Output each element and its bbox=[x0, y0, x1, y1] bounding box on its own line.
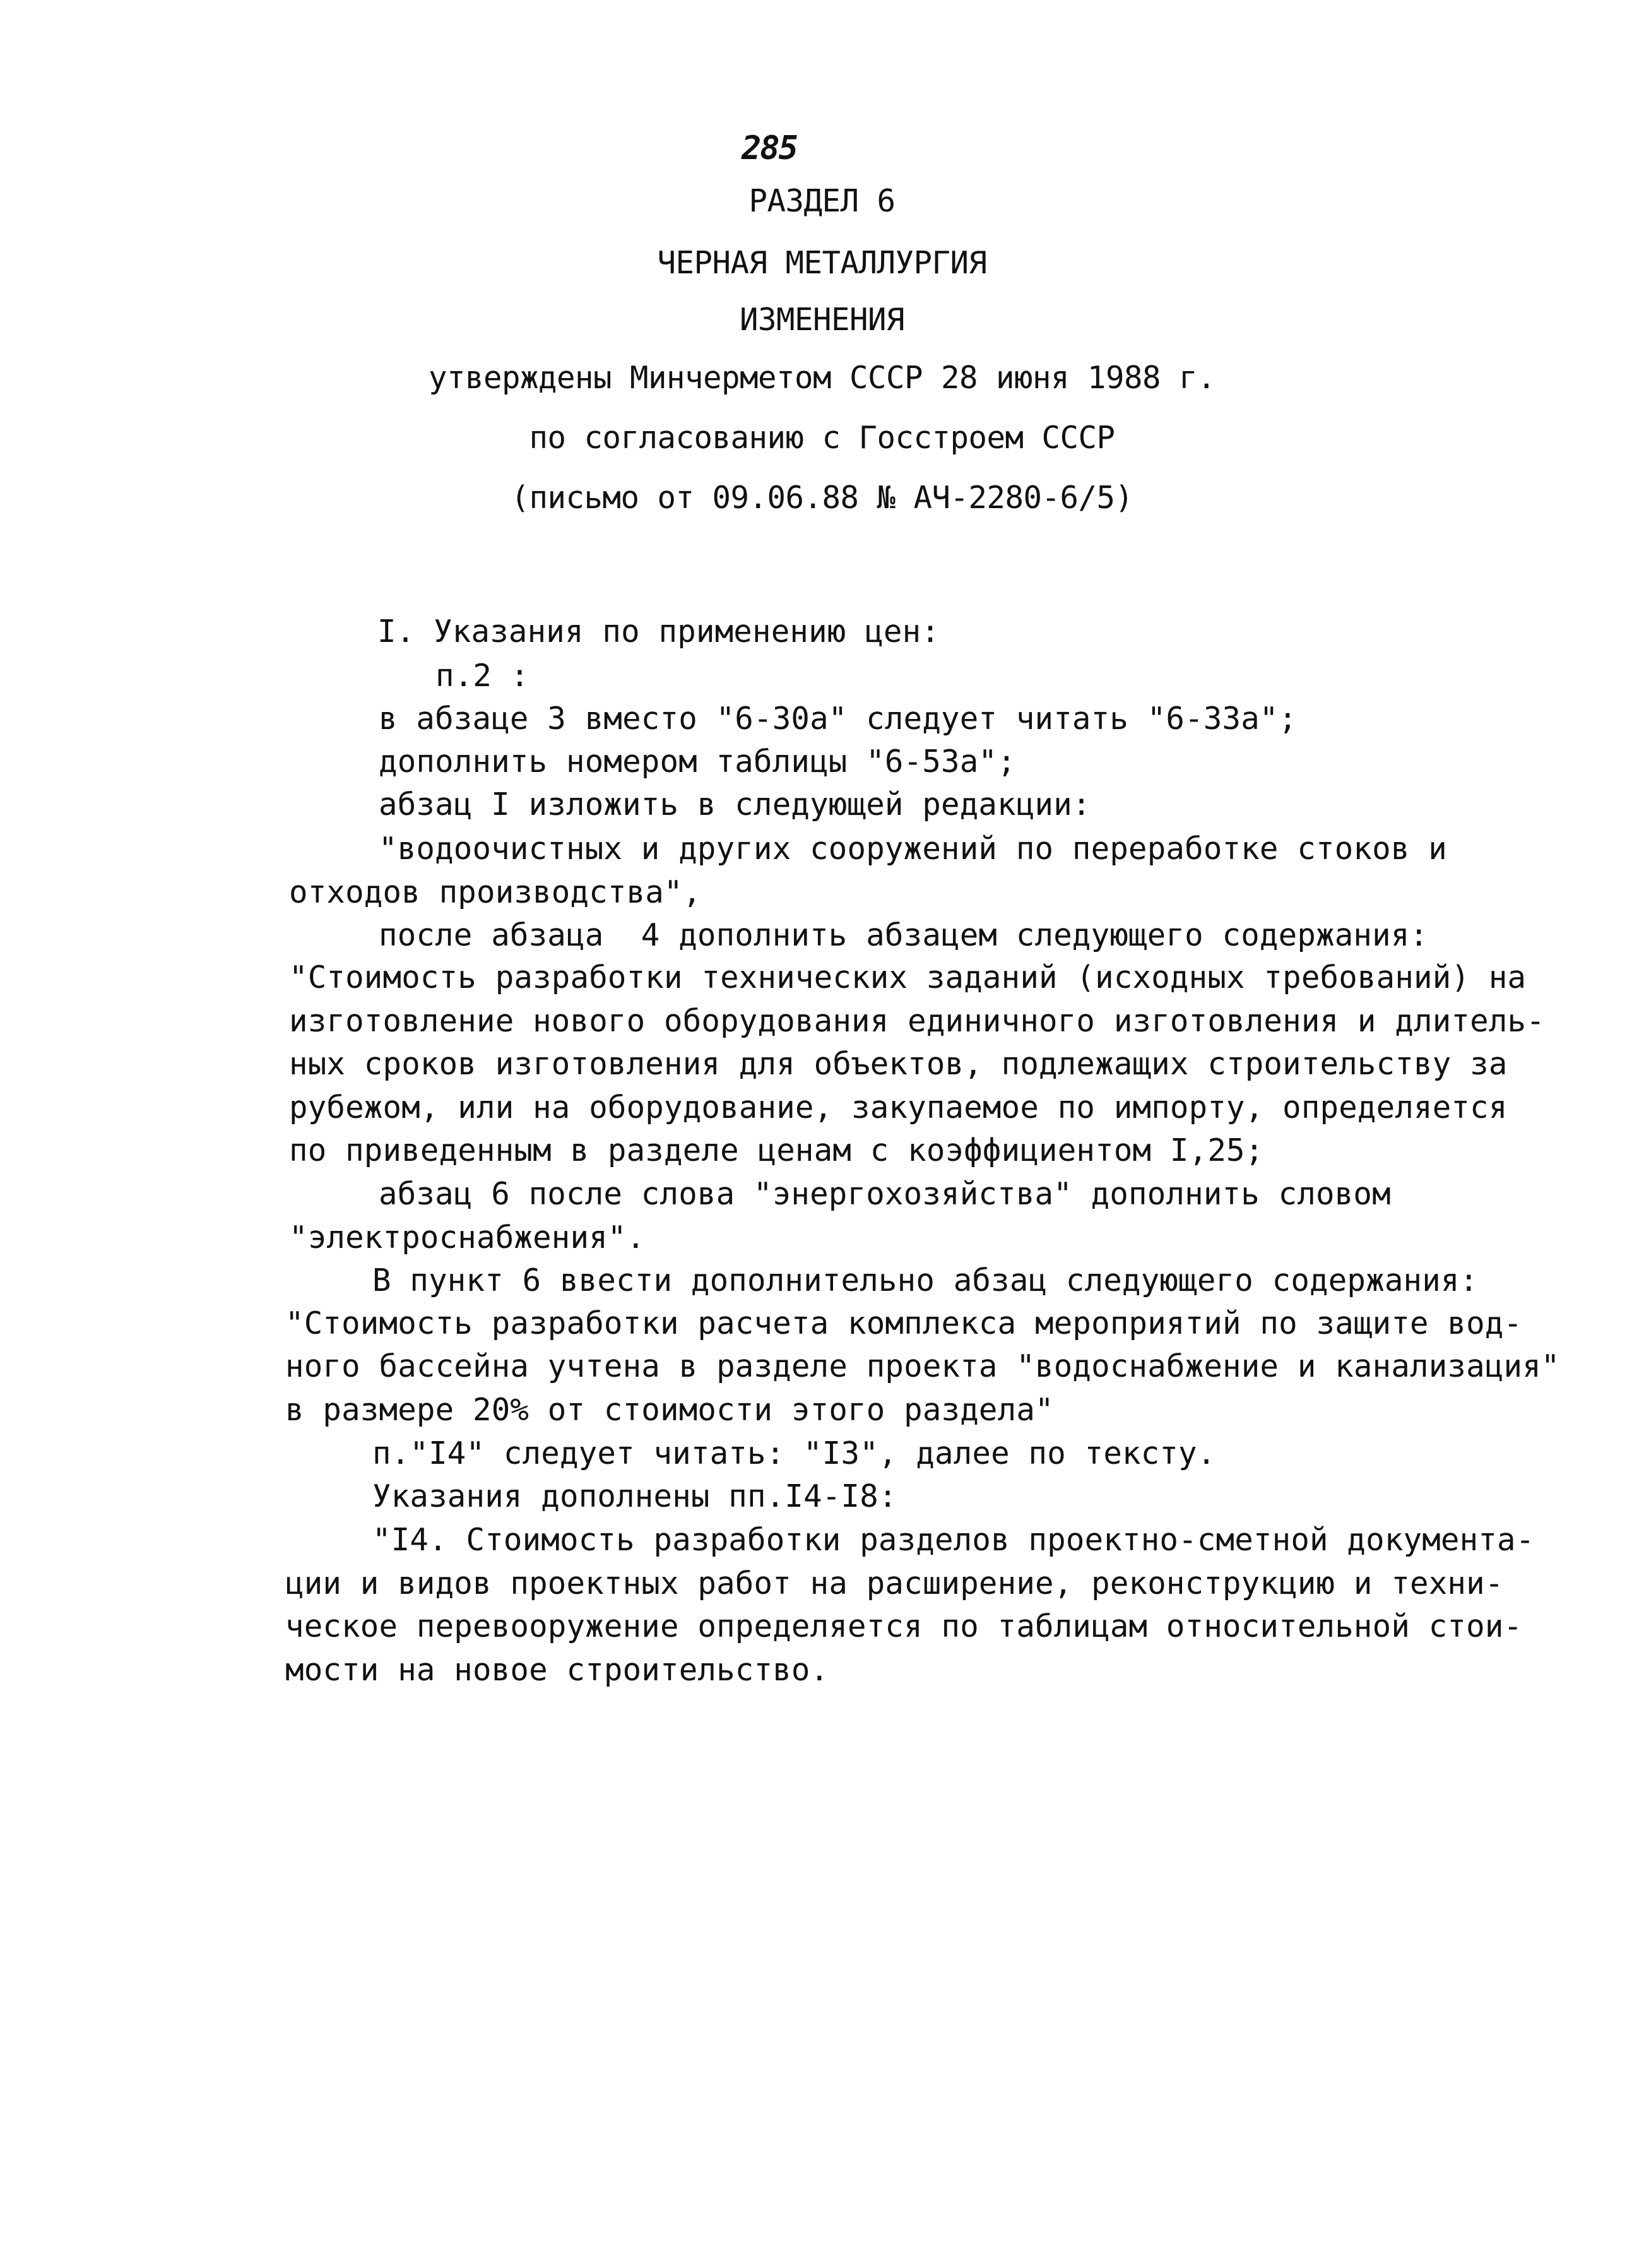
page-number: 285 bbox=[742, 129, 797, 167]
body-line: В пункт 6 ввести дополнительно абзац следующего содержания: bbox=[372, 1262, 1479, 1298]
body-line: абзац I изложить в следующей редакции: bbox=[379, 787, 1091, 822]
body-line: I. Указания по применению цен: bbox=[377, 614, 940, 650]
body-line: мости на новое строительство. bbox=[285, 1652, 829, 1688]
body-line: изготовление нового оборудования единичного изготовления и длитель- bbox=[289, 1003, 1545, 1039]
body-line: ции и видов проектных работ на расширение, реконструкцию и техни- bbox=[285, 1565, 1504, 1601]
approval-line-2: по согласованию с Госстроем СССР bbox=[529, 420, 1115, 456]
body-line: в размере 20% от стоимости этого раздела" bbox=[285, 1392, 1054, 1428]
body-line: "I4. Стоимость разработки разделов проектно-сметной документа- bbox=[372, 1522, 1535, 1558]
document-subtitle: ИЗМЕНЕНИЯ bbox=[739, 302, 904, 338]
body-line: ческое перевооружение определяется по таблицам относительной стои- bbox=[285, 1608, 1523, 1644]
section-heading: РАЗДЕЛ 6 bbox=[748, 183, 896, 219]
approval-line-3: (письмо от 09.06.88 № АЧ-2280-6/5) bbox=[511, 480, 1133, 516]
body-line: рубежом, или на оборудование, закупаемое по импорту, определяется bbox=[289, 1089, 1508, 1125]
body-line: в абзаце 3 вместо "6-30а" следует читать "6-33а"; bbox=[379, 701, 1298, 737]
body-line: дополнить номером таблицы "6-53а"; bbox=[379, 744, 1016, 780]
body-line: отходов производства", bbox=[289, 874, 702, 910]
document-title: ЧЕРНАЯ МЕТАЛЛУРГИЯ bbox=[657, 245, 987, 281]
body-line: Указания дополнены пп.I4-I8: bbox=[372, 1478, 897, 1514]
body-line: ного бассейна учтена в разделе проекта "водоснабжение и канализация" bbox=[285, 1348, 1560, 1384]
body-line: "электроснабжения". bbox=[289, 1220, 646, 1256]
approval-line-1: утверждены Минчерметом СССР 28 июня 1988 г. bbox=[428, 360, 1216, 396]
body-line: п.2 : bbox=[435, 658, 529, 694]
body-line: ных сроков изготовления для объектов, подлежащих строительству за bbox=[289, 1046, 1508, 1082]
body-line: "Стоимость разработки расчета комплекса мероприятий по защите вод- bbox=[285, 1305, 1523, 1341]
body-line: "Стоимость разработки технических заданий (исходных требований) на bbox=[289, 959, 1527, 995]
body-line: по приведенным в разделе ценам с коэффициентом I,25; bbox=[289, 1132, 1264, 1168]
body-line: абзац 6 после слова "энергохозяйства" дополнить словом bbox=[379, 1176, 1391, 1212]
body-line: п."I4" следует читать: "I3", далее по тексту. bbox=[372, 1435, 1216, 1471]
body-line: после абзаца 4 дополнить абзацем следующего содержания: bbox=[379, 917, 1429, 953]
body-line: "водоочистных и других сооружений по переработке стоков и bbox=[379, 831, 1447, 867]
